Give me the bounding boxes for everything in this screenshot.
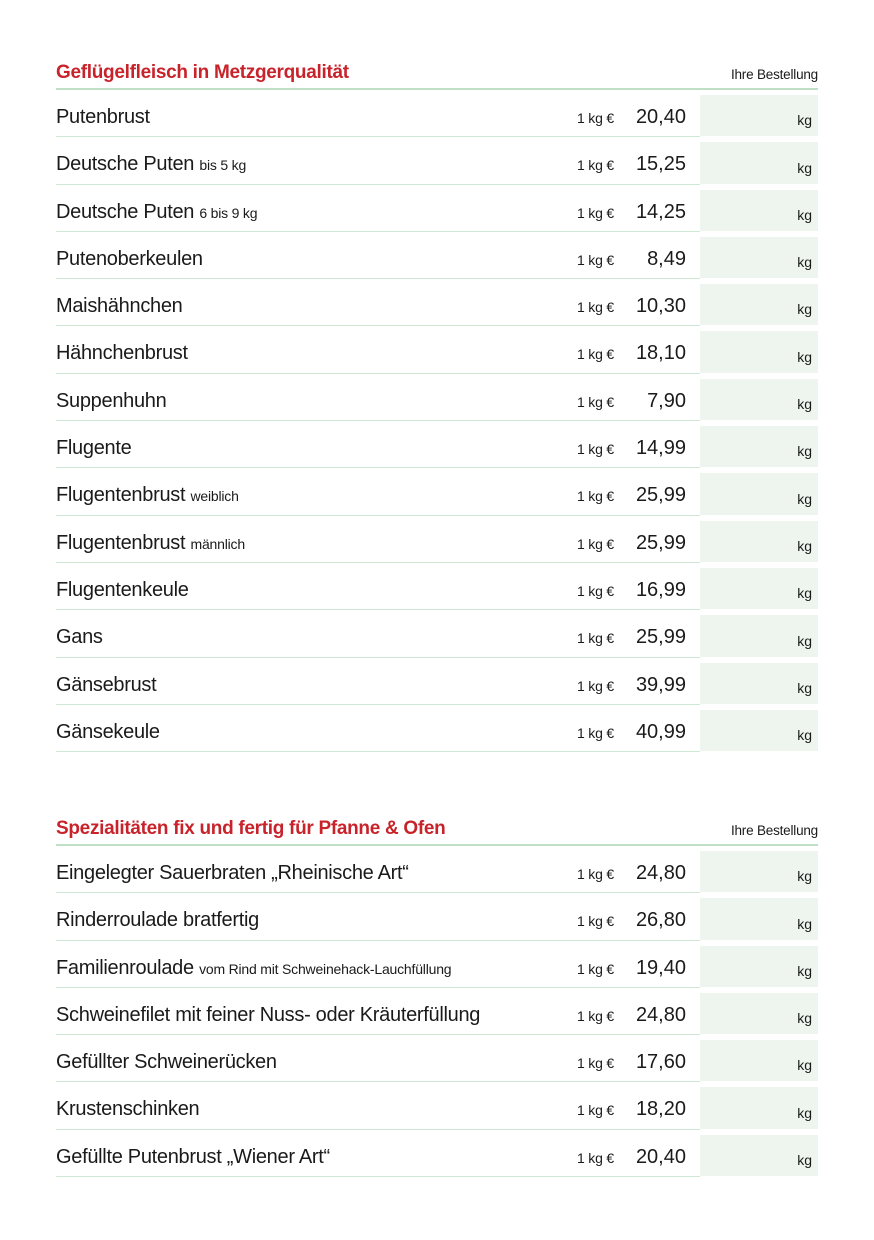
product-name-text: Gänsekeule [56, 720, 160, 743]
order-quantity-field[interactable] [700, 615, 818, 656]
product-name [56, 532, 245, 555]
order-quantity-field[interactable] [700, 521, 818, 562]
order-unit-label: kg [797, 1152, 812, 1169]
product-name [56, 626, 103, 649]
product-row [56, 516, 818, 563]
order-quantity-field[interactable] [700, 331, 818, 372]
price: 15,25 [635, 153, 686, 176]
product-row [56, 279, 818, 326]
order-unit-label: kg [797, 396, 812, 413]
section-title: Geflügelfleisch in Metzgerqualität [56, 62, 349, 83]
product-name [56, 909, 259, 932]
product-row [56, 941, 818, 988]
order-unit-label: kg [797, 727, 812, 744]
product-name-text: Schweinefilet mit feiner Nuss- oder Kräuterfüllung [56, 1003, 481, 1026]
order-quantity-field[interactable] [700, 1040, 818, 1081]
order-unit-label: kg [797, 537, 812, 554]
unit-label: 1 kg € [577, 441, 614, 458]
order-quantity-field[interactable] [700, 993, 818, 1034]
product-row [56, 705, 818, 752]
order-quantity-field[interactable] [700, 663, 818, 704]
order-unit-label: kg [797, 1010, 812, 1027]
price: 14,99 [635, 437, 686, 460]
price: 10,30 [635, 295, 686, 318]
product-name-text: Flugente [56, 437, 132, 460]
product-name-text: Putenbrust [56, 106, 150, 128]
unit-label: 1 kg € [577, 535, 614, 552]
product-name [56, 1004, 480, 1027]
product-note: männlich [190, 535, 245, 552]
product-name [56, 437, 131, 460]
unit-label: 1 kg € [577, 488, 614, 505]
order-quantity-field[interactable] [700, 568, 818, 609]
product-name [56, 579, 189, 602]
product-name [56, 106, 150, 129]
product-name [56, 862, 409, 885]
unit-label: 1 kg € [577, 866, 614, 882]
product-name-text: Familienroulade [56, 956, 194, 979]
order-unit-label: kg [797, 490, 812, 507]
order-unit-label: kg [797, 254, 812, 271]
product-name-text: Hähnchenbrust [56, 342, 188, 365]
price: 24,80 [635, 862, 686, 884]
order-unit-label: kg [797, 301, 812, 318]
unit-label: 1 kg € [577, 204, 614, 221]
order-unit-label: kg [797, 112, 812, 129]
row-divider [56, 751, 700, 752]
unit-label: 1 kg € [577, 582, 614, 599]
order-quantity-field[interactable] [700, 473, 818, 514]
order-column-label: Ihre Bestellung [730, 67, 818, 82]
price: 25,99 [635, 484, 686, 507]
order-quantity-field[interactable] [700, 851, 818, 892]
order-unit-label: kg [797, 443, 812, 460]
unit-label: 1 kg € [577, 1149, 614, 1166]
product-name [56, 484, 239, 507]
product-row [56, 563, 818, 610]
price: 18,10 [635, 342, 686, 365]
product-name [56, 248, 203, 271]
unit-label: 1 kg € [577, 110, 614, 126]
unit-label: 1 kg € [577, 251, 614, 268]
product-note: bis 5 kg [199, 157, 247, 174]
unit-label: 1 kg € [577, 157, 614, 174]
order-unit-label: kg [797, 1057, 812, 1074]
product-name-text: Krustenschinken [56, 1098, 200, 1121]
price: 24,80 [635, 1003, 686, 1026]
price: 16,99 [635, 578, 686, 601]
unit-label: 1 kg € [577, 724, 614, 741]
price: 19,40 [635, 956, 686, 979]
product-name-text: Gans [56, 626, 103, 649]
order-unit-label: kg [797, 348, 812, 365]
product-row [56, 326, 818, 373]
product-row [56, 468, 818, 515]
product-row [56, 137, 818, 184]
product-name [56, 153, 246, 176]
order-unit-label: kg [797, 1104, 812, 1121]
product-name-text: Flugentenkeule [56, 578, 189, 601]
unit-label: 1 kg € [577, 677, 614, 694]
order-unit-label: kg [797, 868, 812, 885]
order-quantity-field[interactable] [700, 190, 818, 231]
product-name [56, 342, 188, 365]
product-row [56, 658, 818, 705]
order-quantity-field[interactable] [700, 379, 818, 420]
row-divider [56, 1176, 700, 1177]
product-row [56, 610, 818, 657]
product-name [56, 1051, 277, 1074]
order-unit-label: kg [797, 206, 812, 223]
order-quantity-field[interactable] [700, 95, 818, 136]
order-unit-label: kg [797, 679, 812, 696]
product-row [56, 988, 818, 1035]
product-name-text: Putenoberkeulen [56, 247, 203, 270]
price: 26,80 [635, 909, 686, 932]
price: 25,99 [635, 626, 686, 649]
unit-label: 1 kg € [577, 630, 614, 647]
price: 20,40 [635, 106, 686, 128]
product-name [56, 390, 166, 413]
product-name [56, 1146, 330, 1169]
product-name-text: Flugentenbrust [56, 531, 186, 554]
product-name-text: Flugentenbrust [56, 484, 186, 507]
product-name-text: Deutsche Puten [56, 153, 195, 176]
order-quantity-field[interactable] [700, 284, 818, 325]
product-name-text: Rinderroulade bratfertig [56, 909, 259, 932]
order-quantity-field[interactable] [700, 898, 818, 939]
unit-label: 1 kg € [577, 393, 614, 410]
unit-label: 1 kg € [577, 1007, 614, 1024]
order-quantity-field[interactable] [700, 946, 818, 987]
item-list [56, 90, 818, 752]
price: 7,90 [647, 389, 686, 412]
unit-label: 1 kg € [577, 913, 614, 930]
order-quantity-field[interactable] [700, 1135, 818, 1176]
section-title: Spezialitäten fix und fertig für Pfanne & Ofen [56, 818, 446, 839]
product-row [56, 893, 818, 940]
product-name-text: Maishähnchen [56, 295, 183, 318]
unit-label: 1 kg € [577, 1102, 614, 1119]
order-quantity-field[interactable] [700, 1087, 818, 1128]
product-row [56, 1082, 818, 1129]
order-unit-label: kg [797, 962, 812, 979]
product-name-text: Deutsche Puten [56, 200, 195, 223]
price: 20,40 [635, 1145, 686, 1168]
product-row [56, 185, 818, 232]
product-row [56, 846, 818, 893]
product-name [56, 674, 156, 697]
section-poultry [56, 60, 818, 752]
order-unit-label: kg [797, 632, 812, 649]
order-unit-label: kg [797, 915, 812, 932]
order-unit-label: kg [797, 159, 812, 176]
price: 17,60 [635, 1051, 686, 1074]
product-name-text: Gefüllter Schweinerücken [56, 1051, 277, 1074]
product-name [56, 957, 451, 980]
unit-label: 1 kg € [577, 1055, 614, 1072]
product-note: 6 bis 9 kg [199, 204, 258, 221]
unit-label: 1 kg € [577, 299, 614, 316]
product-row [56, 232, 818, 279]
section-header [56, 816, 818, 846]
product-name-text: Suppenhuhn [56, 389, 167, 412]
product-name [56, 295, 183, 318]
price: 25,99 [635, 531, 686, 554]
order-column-label: Ihre Bestellung [730, 823, 818, 838]
product-name [56, 721, 160, 744]
item-list [56, 846, 818, 1177]
order-quantity-field[interactable] [700, 142, 818, 183]
product-name-text: Gefüllte Putenbrust „Wiener Art“ [56, 1145, 330, 1168]
product-row [56, 374, 818, 421]
order-quantity-field[interactable] [700, 237, 818, 278]
product-note: vom Rind mit Schweinehack-Lauchfüllung [199, 960, 452, 977]
product-row [56, 1035, 818, 1082]
unit-label: 1 kg € [577, 960, 614, 977]
product-name-text: Eingelegter Sauerbraten „Rheinische Art“ [56, 862, 409, 884]
price: 8,49 [647, 247, 686, 270]
order-quantity-field[interactable] [700, 710, 818, 751]
product-row [56, 1130, 818, 1177]
section-header [56, 60, 818, 90]
product-name [56, 201, 257, 224]
price: 39,99 [635, 673, 686, 696]
section-specialties [56, 816, 818, 1177]
unit-label: 1 kg € [577, 346, 614, 363]
product-name-text: Gänsebrust [56, 673, 157, 696]
price: 14,25 [635, 200, 686, 223]
order-quantity-field[interactable] [700, 426, 818, 467]
order-unit-label: kg [797, 585, 812, 602]
product-row [56, 421, 818, 468]
price: 18,20 [635, 1098, 686, 1121]
product-note: weiblich [190, 488, 239, 505]
price: 40,99 [635, 720, 686, 743]
product-name [56, 1098, 199, 1121]
product-row [56, 90, 818, 137]
